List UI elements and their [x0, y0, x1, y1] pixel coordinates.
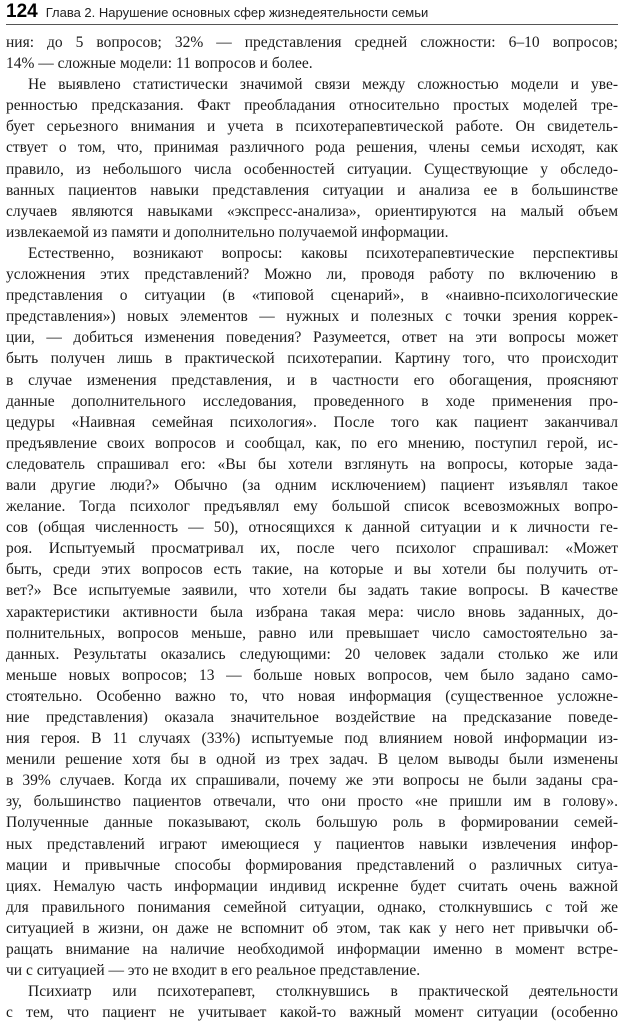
text-line: ных представлений играют имеющиеся у пациентов навыки извлечения инфор-: [6, 835, 618, 853]
text-line: бует серьезного внимания и учета в психотерапевтической работе. Он свидетель-: [6, 118, 618, 136]
text-line: полнительных, вопросов меньше, равно или превышает число самостоятельно за-: [6, 624, 618, 642]
text-line: ния героя. В 11 случаях (33%) испытуемые под влиянием новой информации из-: [6, 730, 618, 748]
text-line: ние представления) оказала значительное воздействие на предсказание поведе-: [6, 709, 618, 726]
text-line: характеристики активности была избрана такая мера: число вновь заданных, до-: [6, 603, 618, 621]
text-line: с тем, что пациент не учитывает какой-то важный момент ситуации (особенно: [6, 1004, 618, 1022]
text-line: вет?» Все испытуемые заявили, что хотели бы задать такие вопросы. В качестве: [6, 582, 618, 600]
text-line: представления о ситуации (в «типовой сценарий», в «наивно-психологические: [6, 287, 618, 305]
text-line: в случае изменения представления, и в частности его обогащения, проясняют: [6, 371, 618, 389]
text-line: стоятельно. Особенно важно то, что новая информация (существенное усложне-: [6, 687, 618, 705]
text-line: ращать внимание на наличие необходимой информации именно в момент встре-: [6, 941, 618, 959]
text-line: следователь спрашивал его: «Вы бы хотели взглянуть на вопросы, которые зада-: [6, 455, 618, 473]
page-number: 124: [6, 1, 38, 22]
text-line: усложнения этих представлений? Можно ли, проводя работу по включению в: [6, 266, 618, 284]
text-line: вали другие люди?» Обычно (за одним исключением) пациент изъявлял такое: [6, 476, 618, 494]
running-header: [6, 0, 618, 25]
text-line: ренностью предсказания. Факт преобладания относительно простых моделей тре-: [6, 97, 618, 115]
body-text: [6, 32, 618, 1023]
text-line: мации и привычные способы формирования представлений о различных ситуа-: [6, 856, 618, 874]
text-line: для правильного понимания семейной ситуации, однако, столкнувшись с той же: [6, 898, 618, 916]
text-line: предъявление своих вопросов и сообщал, как, по его мнению, поступил герой, ис-: [6, 434, 618, 452]
text-line: Полученные данные показывают, сколь большую роль в формировании семей-: [6, 814, 618, 832]
text-line: извлекаемой из памяти и дополнительно получаемой информации.: [6, 223, 449, 241]
text-line: представления») новых элементов — нужных и полезных с точки зрения коррек-: [6, 308, 618, 326]
text-line: желание. Тогда психолог предъявлял ему большой список всевозможных вопро-: [6, 498, 618, 516]
text-line: 14% — сложные модели: 11 вопросов и более.: [6, 55, 313, 73]
text-line: ситуацией в жизни, он даже не вспомнит об этом, так как у него нет привычки об-: [6, 919, 618, 937]
text-line: быть, среди этих вопросов есть такие, на которые и вы хотели бы получить от-: [6, 561, 618, 579]
text-line: менили решение хотя бы в одной из трех задач. В целом выводы были изменены: [6, 751, 618, 769]
text-line: цедуры «Наивная семейная психология». После того как пациент заканчивал: [6, 413, 618, 431]
text-line: зу, большинство пациентов отвечали, что они просто «не пришли им в голову».: [6, 793, 618, 811]
text-line: ванных пациентов навыки представления ситуации и анализа ее в большинстве: [6, 181, 618, 199]
paragraph: [6, 32, 618, 74]
text-line: данные дополнительного исследования, проведенного в ходе применения про-: [6, 392, 618, 410]
text-line: роя. Испытуемый просматривал их, после чего психолог спрашивал: «Может: [6, 540, 618, 558]
text-line: ствует о том, что, принимая различного рода решения, члены семьи исходят, как: [6, 139, 618, 157]
text-line: в 39% случаев. Когда их спрашивали, почему же эти вопросы не были заданы сра-: [6, 772, 618, 790]
text-line: меньше новых вопросов; 13 — больше новых вопросов, чем было задано само-: [6, 666, 618, 684]
text-line: ния: до 5 вопросов; 32% — представления средней сложности: 6–10 вопросов;: [6, 34, 618, 51]
text-line: ции, — добиться изменения поведения? Разумеется, ответ на эти вопросы может: [6, 329, 618, 347]
text-line: Психиатр или психотерапевт, столкнувшись в практической деятельности: [28, 983, 618, 1001]
text-line: данных. Результаты оказались следующими: 20 человек задали столько же или: [6, 645, 618, 663]
text-line: циях. Немалую часть информации индивид искренне будет считать очень важной: [6, 877, 618, 895]
paragraph: [6, 74, 618, 243]
text-line: случаев являются навыками «экспресс-анализа», ориентируются на малый объем: [6, 202, 618, 220]
text-line: Не выявлено статистически значимой связи между сложностью модели и уве-: [28, 76, 618, 94]
paragraph: [6, 243, 618, 981]
text-line: сов (общая численность — 50), относящихся к данной ситуации и к личности ге-: [6, 519, 618, 537]
text-line: правило, из небольшого числа особенностей ситуации. Существующие у обследо-: [6, 160, 618, 178]
text-line: быть получен лишь в практической психотерапии. Картину того, что происходит: [6, 350, 618, 368]
text-line: чи с ситуацией — это не входит в его реальное представление.: [6, 962, 421, 980]
paragraph: [6, 981, 618, 1023]
running-title: Глава 2. Нарушение основных сфер жизнедеятельности семьи: [45, 5, 429, 20]
text-line: Естественно, возникают вопросы: каковы психотерапевтические перспективы: [28, 244, 618, 262]
